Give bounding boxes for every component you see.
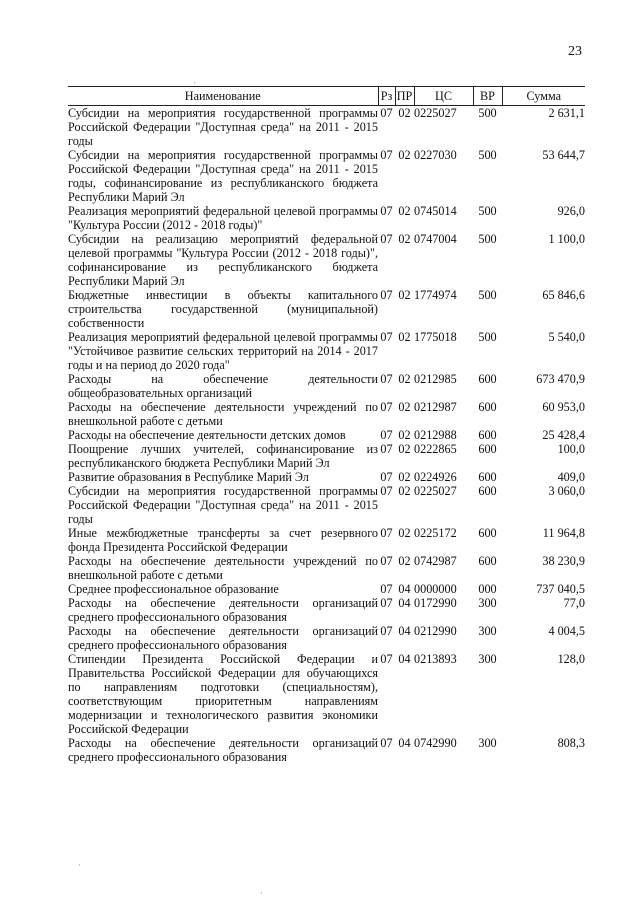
cell-pr: 04 xyxy=(398,596,411,610)
cell-rz: 07 xyxy=(380,204,393,218)
cell-cs: 0000000 xyxy=(414,582,457,596)
cell-name: Субсидии на мероприятия государственной программы Российской Федерации "Доступная среда" на 2011 - 2015 годы, софинансирование из республиканского бюджета Республики Марий Эл xyxy=(68,148,378,204)
table-row xyxy=(68,232,585,288)
cell-rz: 07 xyxy=(380,442,393,456)
cell-pr: 02 xyxy=(398,330,411,344)
cell-vr: 600 xyxy=(478,400,497,414)
cell-cs: 0213893 xyxy=(414,652,457,666)
cell-cs: 0742990 xyxy=(414,736,457,750)
cell-pr: 04 xyxy=(398,582,411,596)
table-row xyxy=(68,596,585,624)
cell-pr: 04 xyxy=(398,624,411,638)
header-name: Наименование xyxy=(68,87,378,106)
cell-vr: 600 xyxy=(478,554,497,568)
table-row xyxy=(68,428,585,442)
cell-vr: 500 xyxy=(478,148,497,162)
cell-pr: 02 xyxy=(398,526,411,540)
table-row xyxy=(68,148,585,204)
cell-vr: 500 xyxy=(478,204,497,218)
cell-sum: 100,0 xyxy=(557,442,585,456)
cell-sum: 409,0 xyxy=(557,470,585,484)
cell-cs: 0225027 xyxy=(414,484,457,498)
cell-rz: 07 xyxy=(380,372,393,386)
cell-cs: 0222865 xyxy=(414,442,457,456)
header-vr: ВР xyxy=(473,87,502,106)
cell-name: Развитие образования в Республике Марий Эл xyxy=(68,470,309,484)
cell-cs: 0747004 xyxy=(414,232,457,246)
cell-vr: 300 xyxy=(478,652,497,666)
cell-pr: 02 xyxy=(398,106,411,120)
cell-sum: 77,0 xyxy=(563,596,585,610)
cell-vr: 500 xyxy=(478,288,497,302)
cell-pr: 04 xyxy=(398,736,411,750)
cell-cs: 1775018 xyxy=(414,330,457,344)
cell-pr: 02 xyxy=(398,442,411,456)
cell-name: Иные межбюджетные трансферты за счет резервного фонда Президента Российской Федерации xyxy=(68,526,378,554)
cell-cs: 0224926 xyxy=(414,470,457,484)
header-pr: ПР xyxy=(395,87,414,106)
cell-name: Стипендии Президента Российской Федерации и Правительства Российской Федерации для обучающихся по направлениям подготовки (специальностям), соответствующим приоритетным направлениям модернизации и технологического развития экономики Российской Федерации xyxy=(68,652,378,736)
table-row xyxy=(68,204,585,232)
cell-vr: 000 xyxy=(478,582,497,596)
cell-cs: 0225172 xyxy=(414,526,457,540)
cell-rz: 07 xyxy=(380,652,393,666)
cell-sum: 38 230,9 xyxy=(542,554,585,568)
cell-vr: 600 xyxy=(478,470,497,484)
scan-mark: · xyxy=(78,860,81,870)
cell-vr: 600 xyxy=(478,526,497,540)
table-row xyxy=(68,330,585,372)
cell-cs: 0212988 xyxy=(414,428,457,442)
cell-rz: 07 xyxy=(380,526,393,540)
cell-vr: 300 xyxy=(478,624,497,638)
cell-vr: 500 xyxy=(478,330,497,344)
cell-rz: 07 xyxy=(380,148,393,162)
cell-rz: 07 xyxy=(380,624,393,638)
table-row xyxy=(68,442,585,470)
cell-vr: 300 xyxy=(478,736,497,750)
cell-cs: 0212987 xyxy=(414,400,457,414)
cell-sum: 60 953,0 xyxy=(542,400,585,414)
scan-mark: · xyxy=(193,78,196,88)
cell-name: Расходы на обеспечение деятельности организаций среднего профессионального образования xyxy=(68,736,378,764)
table-row xyxy=(68,652,585,736)
cell-sum: 926,0 xyxy=(557,204,585,218)
table-row xyxy=(68,624,585,652)
cell-name: Расходы на обеспечение деятельности общеобразовательных организаций xyxy=(68,372,378,400)
table-row xyxy=(68,372,585,400)
cell-sum: 1 100,0 xyxy=(548,232,585,246)
cell-cs: 1774974 xyxy=(414,288,457,302)
cell-rz: 07 xyxy=(380,232,393,246)
table-row xyxy=(68,106,585,149)
cell-rz: 07 xyxy=(380,400,393,414)
cell-rz: 07 xyxy=(380,596,393,610)
cell-vr: 500 xyxy=(478,232,497,246)
cell-name: Субсидии на мероприятия государственной программы Российской Федерации "Доступная среда" на 2011 - 2015 годы xyxy=(68,106,378,148)
cell-cs: 0172990 xyxy=(414,596,457,610)
cell-rz: 07 xyxy=(380,470,393,484)
cell-vr: 500 xyxy=(478,106,497,120)
cell-pr: 02 xyxy=(398,232,411,246)
cell-name: Реализация мероприятий федеральной целевой программы "Культура России (2012 - 2018 годы)" xyxy=(68,204,378,232)
cell-sum: 128,0 xyxy=(557,652,585,666)
scan-mark: · xyxy=(260,888,263,898)
cell-name: Среднее профессиональное образование xyxy=(68,582,279,596)
cell-pr: 04 xyxy=(398,652,411,666)
cell-name: Расходы на обеспечение деятельности организаций среднего профессионального образования xyxy=(68,624,378,652)
cell-sum: 808,3 xyxy=(557,736,585,750)
cell-cs: 0742987 xyxy=(414,554,457,568)
cell-vr: 300 xyxy=(478,596,497,610)
cell-sum: 737 040,5 xyxy=(536,582,585,596)
page-number: 23 xyxy=(568,44,582,59)
cell-vr: 600 xyxy=(478,442,497,456)
cell-pr: 02 xyxy=(398,554,411,568)
cell-pr: 02 xyxy=(398,400,411,414)
cell-pr: 02 xyxy=(398,484,411,498)
cell-name: Расходы на обеспечение деятельности учреждений по внешкольной работе с детьми xyxy=(68,400,378,428)
cell-rz: 07 xyxy=(380,106,393,120)
table-row xyxy=(68,582,585,596)
table-row xyxy=(68,736,585,764)
table-row xyxy=(68,526,585,554)
header-rz: Рз xyxy=(378,87,395,106)
table-row xyxy=(68,470,585,484)
cell-rz: 07 xyxy=(380,330,393,344)
cell-cs: 0212985 xyxy=(414,372,457,386)
cell-vr: 600 xyxy=(478,484,497,498)
header-sum: Сумма xyxy=(502,87,585,106)
cell-sum: 4 004,5 xyxy=(548,624,585,638)
cell-vr: 600 xyxy=(478,428,497,442)
cell-name: Субсидии на реализацию мероприятий федеральной целевой программы "Культура России (2012 - 2018 годы)", софинансирование из республиканского бюджета Республики Марий Эл xyxy=(68,232,378,288)
cell-cs: 0745014 xyxy=(414,204,457,218)
table-row xyxy=(68,554,585,582)
cell-rz: 07 xyxy=(380,736,393,750)
cell-rz: 07 xyxy=(380,582,393,596)
cell-sum: 53 644,7 xyxy=(542,148,585,162)
cell-cs: 0212990 xyxy=(414,624,457,638)
cell-cs: 0227030 xyxy=(414,148,457,162)
cell-sum: 25 428,4 xyxy=(542,428,585,442)
cell-pr: 02 xyxy=(398,288,411,302)
cell-sum: 65 846,6 xyxy=(542,288,585,302)
cell-pr: 02 xyxy=(398,148,411,162)
table-row xyxy=(68,288,585,330)
cell-rz: 07 xyxy=(380,288,393,302)
table-header-row xyxy=(68,87,585,106)
cell-rz: 07 xyxy=(380,428,393,442)
cell-sum: 673 470,9 xyxy=(536,372,585,386)
cell-name: Бюджетные инвестиции в объекты капитального строительства государственной (муниципальной) собственности xyxy=(68,288,378,330)
cell-pr: 02 xyxy=(398,204,411,218)
cell-pr: 02 xyxy=(398,428,411,442)
cell-name: Расходы на обеспечение деятельности учреждений по внешкольной работе с детьми xyxy=(68,554,378,582)
table-row xyxy=(68,484,585,526)
cell-sum: 5 540,0 xyxy=(548,330,585,344)
cell-name: Расходы на обеспечение деятельности организаций среднего профессионального образования xyxy=(68,596,378,624)
cell-name: Расходы на обеспечение деятельности детских домов xyxy=(68,428,346,442)
cell-pr: 02 xyxy=(398,470,411,484)
header-cs: ЦС xyxy=(414,87,473,106)
cell-sum: 2 631,1 xyxy=(548,106,585,120)
cell-sum: 3 060,0 xyxy=(548,484,585,498)
cell-name: Поощрение лучших учителей, софинансирование из республиканского бюджета Республики Марий Эл xyxy=(68,442,378,470)
table-row xyxy=(68,400,585,428)
cell-rz: 07 xyxy=(380,554,393,568)
cell-cs: 0225027 xyxy=(414,106,457,120)
budget-table xyxy=(68,86,585,764)
cell-name: Субсидии на мероприятия государственной программы Российской Федерации "Доступная среда" на 2011 - 2015 годы xyxy=(68,484,378,526)
cell-pr: 02 xyxy=(398,372,411,386)
cell-rz: 07 xyxy=(380,484,393,498)
cell-name: Реализация мероприятий федеральной целевой программы "Устойчивое развитие сельских территорий на 2014 - 2017 годы и на период до 2020 года" xyxy=(68,330,378,372)
cell-sum: 11 964,8 xyxy=(542,526,585,540)
cell-vr: 600 xyxy=(478,372,497,386)
